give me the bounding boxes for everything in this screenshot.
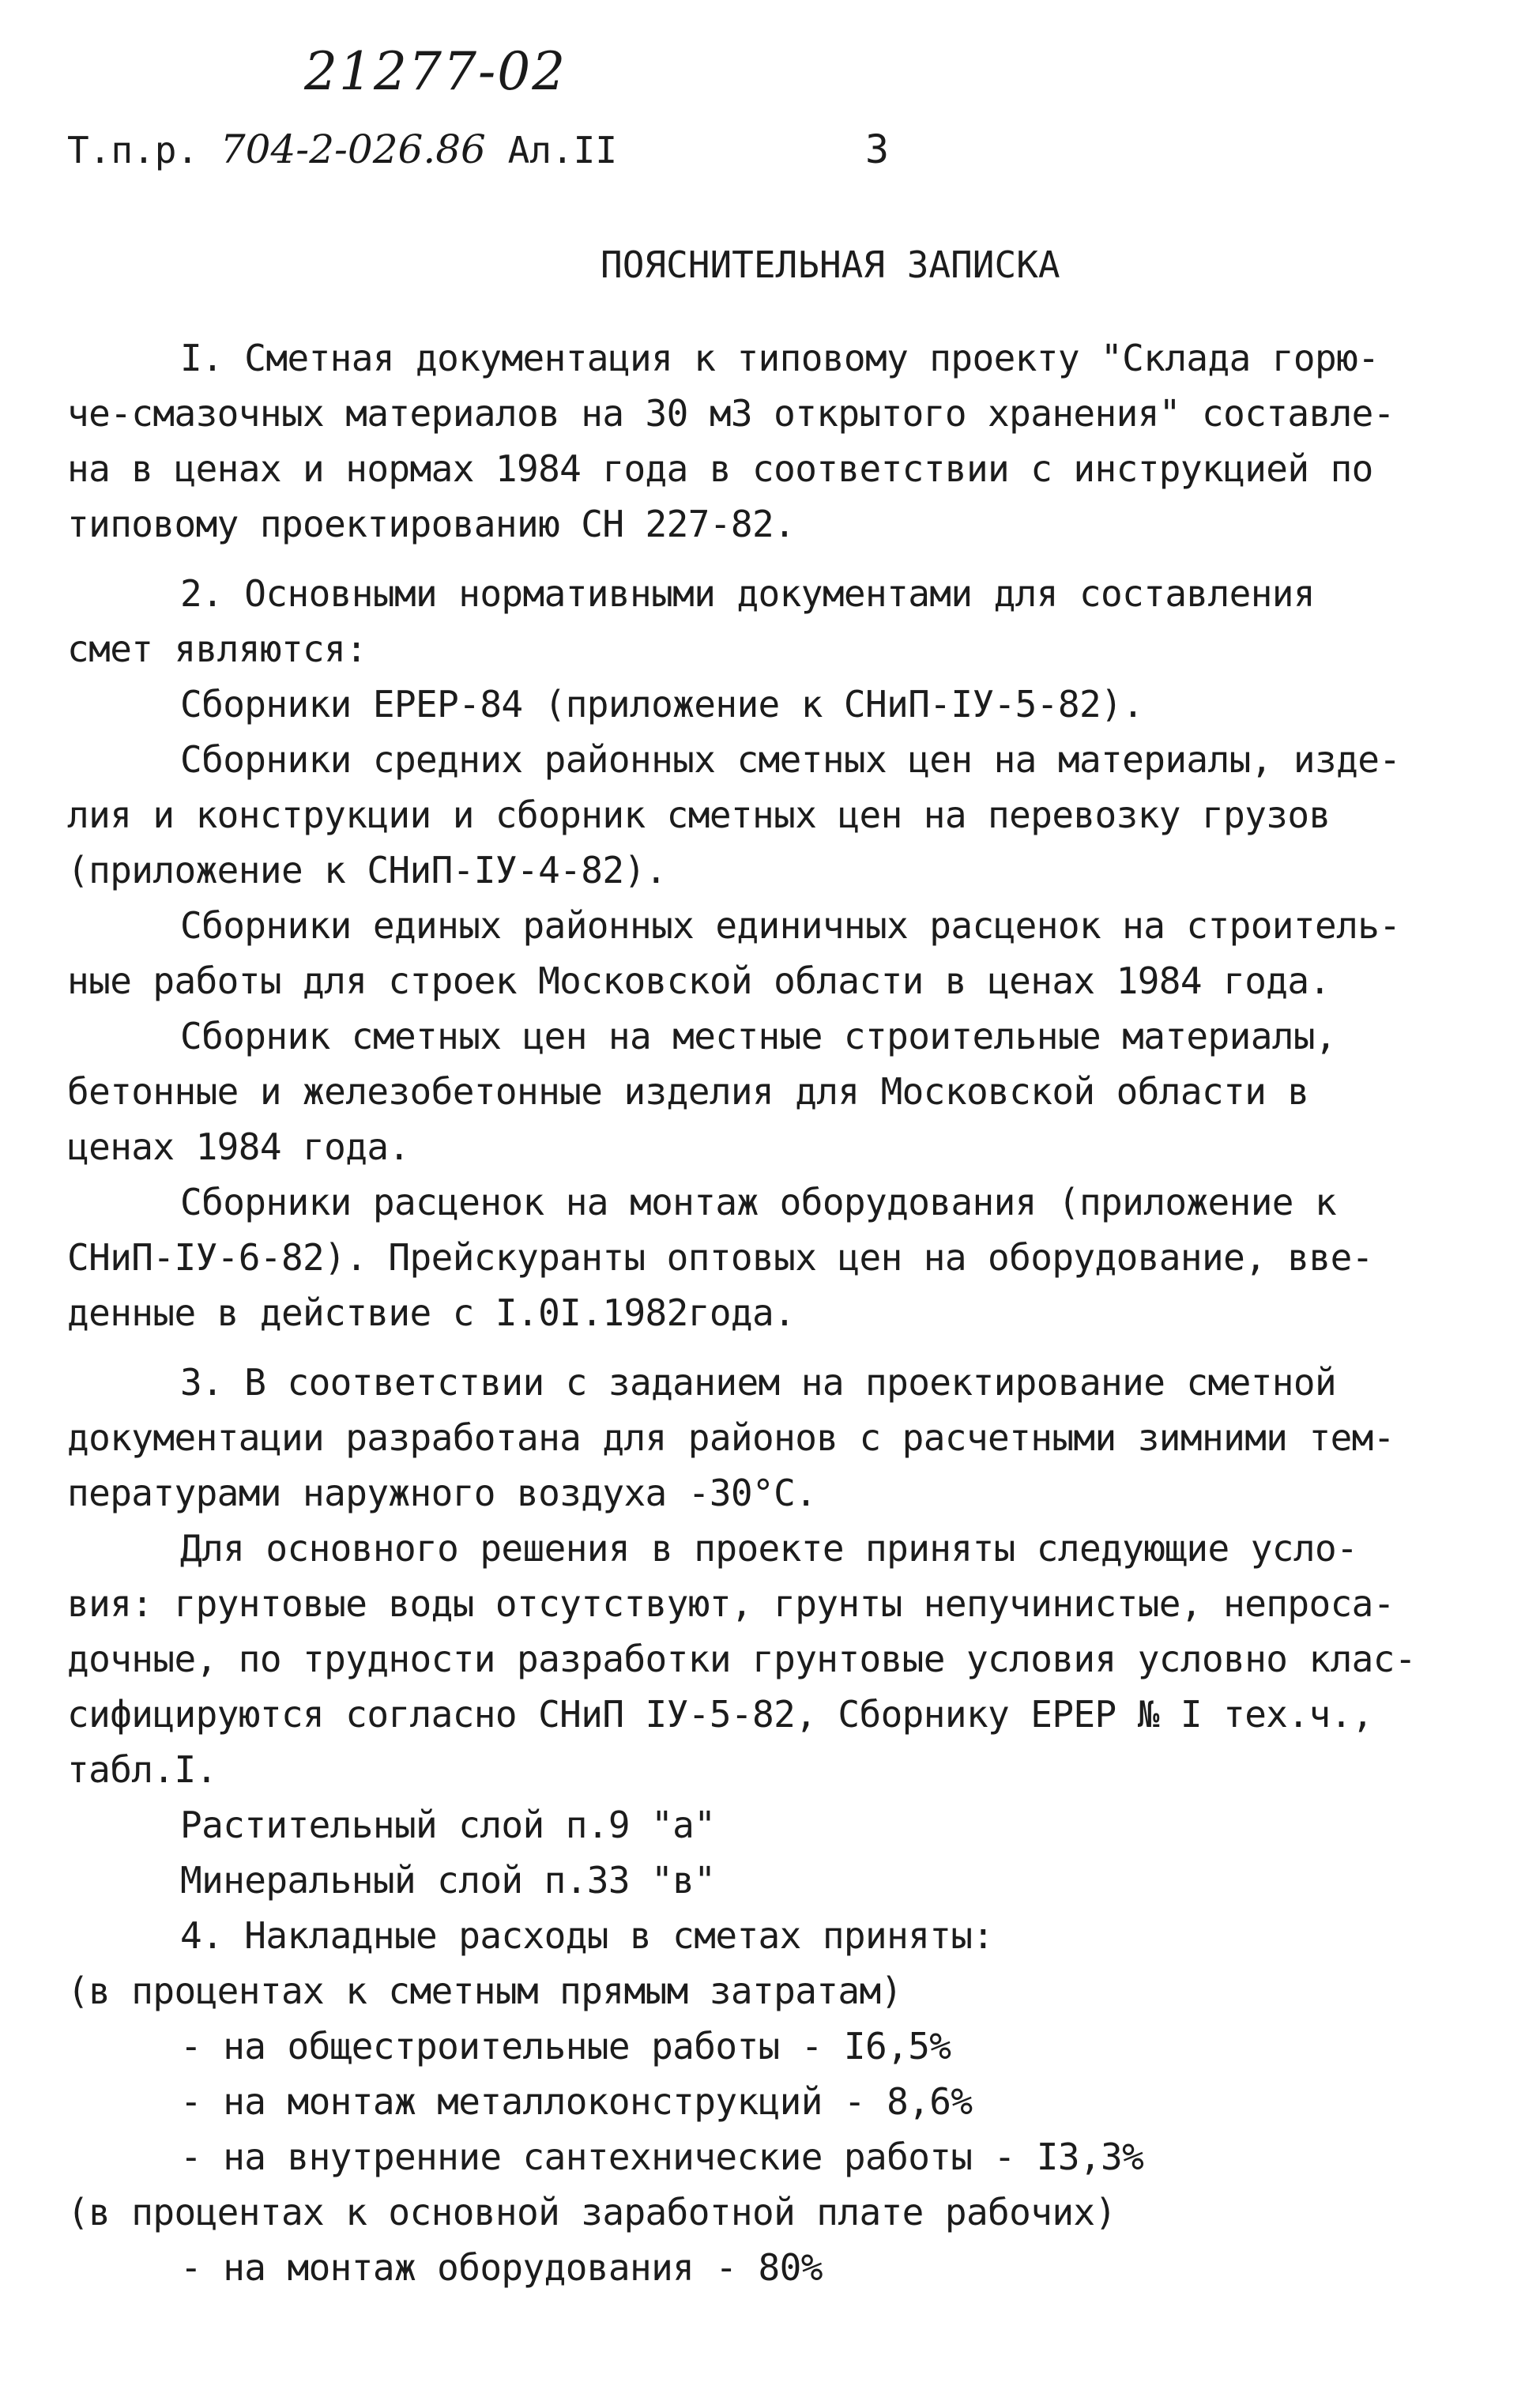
text-line: типовому проектированию СН 227-82. [67,503,796,545]
text-line: - на внутренние сантехнические работы - I3,3% [180,2136,1144,2178]
text-line: денные в действие с I.0I.1982года. [67,1291,796,1334]
text-line: Для основного решения в проекте приняты следующие усло- [180,1527,1358,1570]
text-line: СНиП-IУ-6-82). Прейскуранты оптовых цен на оборудование, вве- [67,1236,1373,1279]
text-line: Сборники единых районных единичных расценок на строитель- [180,904,1401,947]
text-line: дочные, по трудности разработки грунтовые условия условно клас- [67,1638,1416,1680]
text-line: - на монтаж оборудования - 80% [180,2246,823,2289]
text-line: вия: грунтовые воды отсутствуют, грунты непучинистые, непроса- [67,1582,1395,1625]
text-line: сифицируются согласно СНиП IУ-5-82, Сборнику ЕРЕР № I тех.ч., [67,1693,1373,1736]
text-line: на в ценах и нормах 1984 года в соответствии с инструкцией по [67,447,1373,490]
text-line: документации разработана для районов с расчетными зимними тем- [67,1416,1395,1459]
text-line: (в процентах к сметным прямым затратам) [67,1970,902,2012]
header-project-code: 704-2-026.86 [220,126,486,172]
text-line: 3. В соответствии с заданием на проектирование сметной [180,1361,1337,1404]
text-line: пературами наружного воздуха -30°С. [67,1472,817,1514]
text-line: ные работы для строек Московской области в ценах 1984 года. [67,959,1331,1002]
text-line: I. Сметная документация к типовому проекту "Склада горю- [180,337,1380,379]
text-line: лия и конструкции и сборник сметных цен на перевозку грузов [67,794,1331,836]
text-line: 2. Основными нормативными документами для составления [180,572,1316,615]
handwritten-document-number: 21277-02 [304,41,567,102]
text-line: смет являются: [67,628,367,670]
text-line: бетонные и железобетонные изделия для Московской области в [67,1070,1309,1113]
text-line: - на общестроительные работы - I6,5% [180,2025,951,2068]
text-line: Сборник сметных цен на местные строительные материалы, [180,1015,1337,1057]
page-number: 3 [865,126,890,172]
text-line: Сборники ЕРЕР-84 (приложение к СНиП-IУ-5-82). [180,683,1144,726]
header-reference [67,126,617,172]
text-line: ценах 1984 года. [67,1125,410,1168]
text-line: (приложение к СНиП-IУ-4-82). [67,849,667,892]
text-line: Сборники средних районных сметных цен на материалы, изде- [180,738,1401,781]
text-line: че-смазочных материалов на 30 м3 открытого хранения" составле- [67,392,1395,435]
text-line: табл.I. [67,1748,217,1791]
text-line: Сборники расценок на монтаж оборудования (приложение к [180,1181,1337,1223]
text-line: Растительный слой п.9 "а" [180,1804,716,1846]
text-line: Минеральный слой п.33 "в" [180,1859,716,1902]
text-line: (в процентах к основной заработной плате рабочих) [67,2191,1116,2234]
header-prefix: Т.п.р. [67,129,199,172]
header-album: Ал.II [507,129,618,172]
text-line: - на монтаж металлоконструкций - 8,6% [180,2080,973,2123]
page-title: ПОЯСНИТЕЛЬНАЯ ЗАПИСКА [601,243,1060,286]
text-line: 4. Накладные расходы в сметах приняты: [180,1914,994,1957]
